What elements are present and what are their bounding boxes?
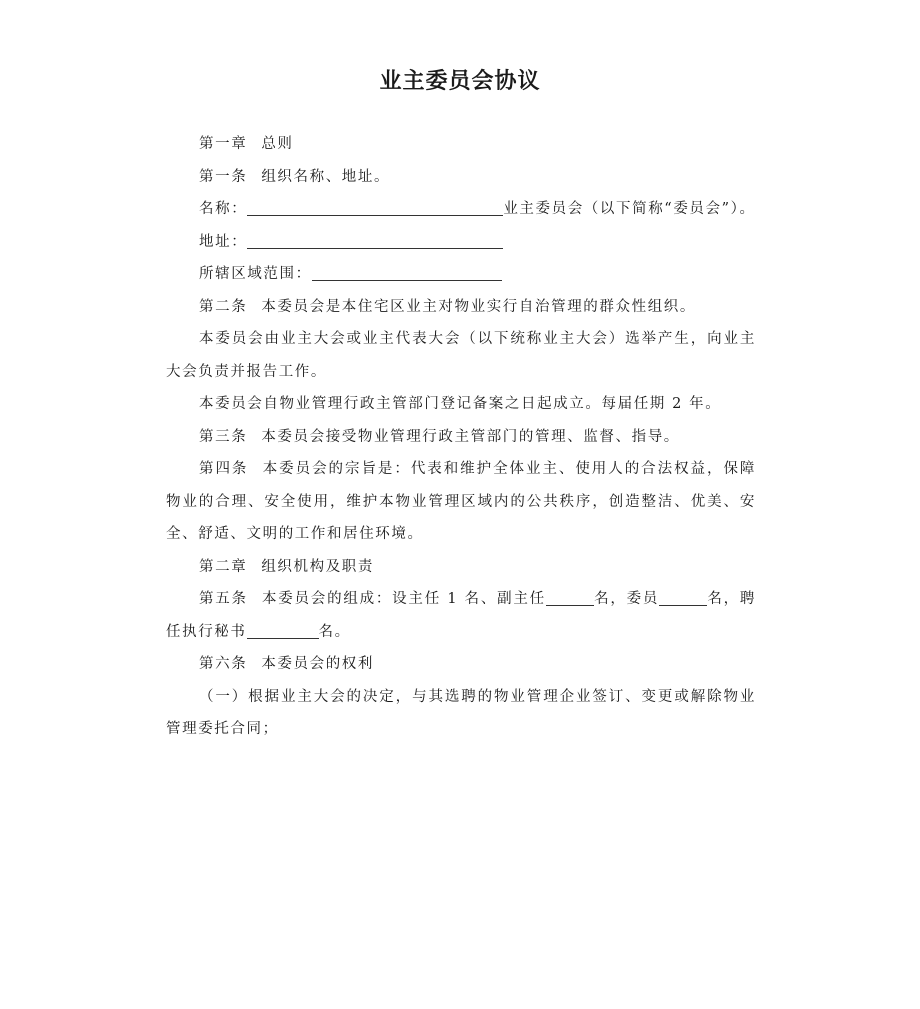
- area-label: 所辖区域范围：: [199, 266, 312, 282]
- paragraph-election: 本委员会由业主大会或业主代表大会（以下统称业主大会）选举产生，向业主大会负责并报告工作。: [166, 331, 756, 380]
- article-label: 第三条: [199, 428, 248, 445]
- article-text: 本委员会的宗旨是：代表和维护全体业主、使用人的合法权益，保障物业的合理、安全使用，维护本物业管理区域内的公共秩序，创造整洁、优美、安全、舒适、文明的工作和居住环境。: [166, 461, 756, 542]
- name-label: 名称：: [199, 201, 248, 217]
- article-label: 第四条: [199, 461, 249, 477]
- article-text: 本委员会是本住宅区业主对物业实行自治管理的群众性组织。: [261, 298, 697, 315]
- area-line: [166, 258, 756, 291]
- area-blank[interactable]: [312, 262, 502, 281]
- article-5-part-3: 名，聘任执行秘书: [166, 591, 756, 640]
- chapter-text: 总则: [261, 136, 294, 152]
- article-5-part-1: 本委员会的组成：设主任 1 名、副主任: [261, 591, 546, 607]
- address-line: [166, 226, 756, 259]
- article-6: [166, 648, 756, 681]
- article-text: 本委员会的权利: [261, 656, 375, 672]
- name-blank[interactable]: [247, 197, 503, 216]
- chapter-2-heading: [166, 551, 756, 584]
- address-blank[interactable]: [247, 230, 503, 249]
- article-5-part-2: 名，委员: [593, 591, 660, 607]
- chapter-1-heading: [166, 128, 756, 161]
- article-label: 第二条: [199, 298, 248, 315]
- article-label: 第五条: [199, 591, 248, 607]
- paragraph-term: 本委员会自物业管理行政主管部门登记备案之日起成立。每届任期 2 年。: [199, 396, 722, 412]
- article-2: [166, 291, 756, 324]
- document-title: 业主委员会协议: [379, 69, 541, 94]
- address-label: 地址：: [199, 233, 248, 250]
- article-4: [166, 453, 756, 551]
- chapter-label: 第二章: [199, 558, 248, 575]
- member-count-blank[interactable]: [659, 587, 707, 606]
- chapter-text: 组织机构及职责: [261, 558, 375, 575]
- name-wrap: 。: [739, 201, 756, 217]
- article-label: 第六条: [199, 656, 248, 672]
- secretary-count-blank[interactable]: [247, 620, 319, 639]
- vice-director-count-blank[interactable]: [546, 587, 594, 606]
- name-suffix: 业主委员会（以下简称“委员会”）: [503, 201, 740, 217]
- article-3: [166, 421, 756, 454]
- rights-item-1: （一）根据业主大会的决定，与其选聘的物业管理企业签订、变更或解除物业管理委托合同；: [166, 688, 756, 737]
- article-5-part-4: 名。: [318, 623, 351, 640]
- article-label: 第一条: [199, 168, 248, 185]
- name-line: [166, 193, 756, 226]
- article-text: 本委员会接受物业管理行政主管部门的管理、监督、指导。: [261, 428, 680, 445]
- article-5: [166, 583, 756, 648]
- document-body: [166, 128, 756, 746]
- chapter-label: 第一章: [199, 136, 248, 152]
- article-text: 组织名称、地址。: [261, 168, 391, 185]
- article-1: [166, 161, 756, 194]
